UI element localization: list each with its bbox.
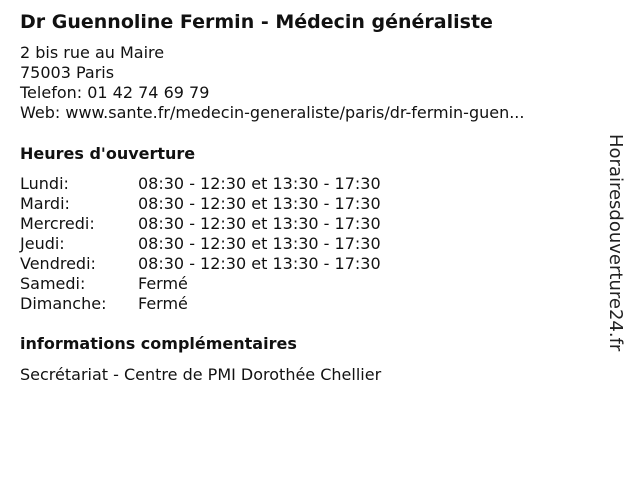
site-watermark: Horairesdouverture24.fr xyxy=(605,134,626,352)
day-label: Samedi: xyxy=(20,274,86,293)
info-text: Secrétariat - Centre de PMI Dorothée Chellier xyxy=(20,365,382,384)
day-hours: 08:30 - 12:30 et 13:30 - 17:30 xyxy=(138,174,381,193)
web-label: Web: xyxy=(20,103,61,122)
day-label: Mardi: xyxy=(20,194,70,213)
day-label: Lundi: xyxy=(20,174,69,193)
day-hours: Fermé xyxy=(138,274,188,293)
day-label: Dimanche: xyxy=(20,294,107,313)
hours-heading: Heures d'ouverture xyxy=(20,144,196,163)
web-link[interactable]: www.sante.fr/medecin-generaliste/paris/dr-fermin-guen... xyxy=(65,103,525,122)
day-hours: 08:30 - 12:30 et 13:30 - 17:30 xyxy=(138,194,381,213)
web-line xyxy=(20,103,524,123)
day-label: Jeudi: xyxy=(20,234,65,253)
day-hours: 08:30 - 12:30 et 13:30 - 17:30 xyxy=(138,254,381,273)
page-title: Dr Guennoline Fermin - Médecin généraliste xyxy=(20,11,493,33)
day-hours: 08:30 - 12:30 et 13:30 - 17:30 xyxy=(138,214,381,233)
day-hours: Fermé xyxy=(138,294,188,313)
day-label: Vendredi: xyxy=(20,254,96,273)
address-street: 2 bis rue au Maire xyxy=(20,43,165,62)
contact-block xyxy=(20,43,524,123)
phone-line xyxy=(20,83,524,103)
day-label: Mercredi: xyxy=(20,214,95,233)
info-heading: informations complémentaires xyxy=(20,334,297,353)
phone-number[interactable]: 01 42 74 69 79 xyxy=(87,83,210,102)
address-city: 75003 Paris xyxy=(20,63,115,82)
day-hours: 08:30 - 12:30 et 13:30 - 17:30 xyxy=(138,234,381,253)
phone-label: Telefon: xyxy=(20,83,83,102)
